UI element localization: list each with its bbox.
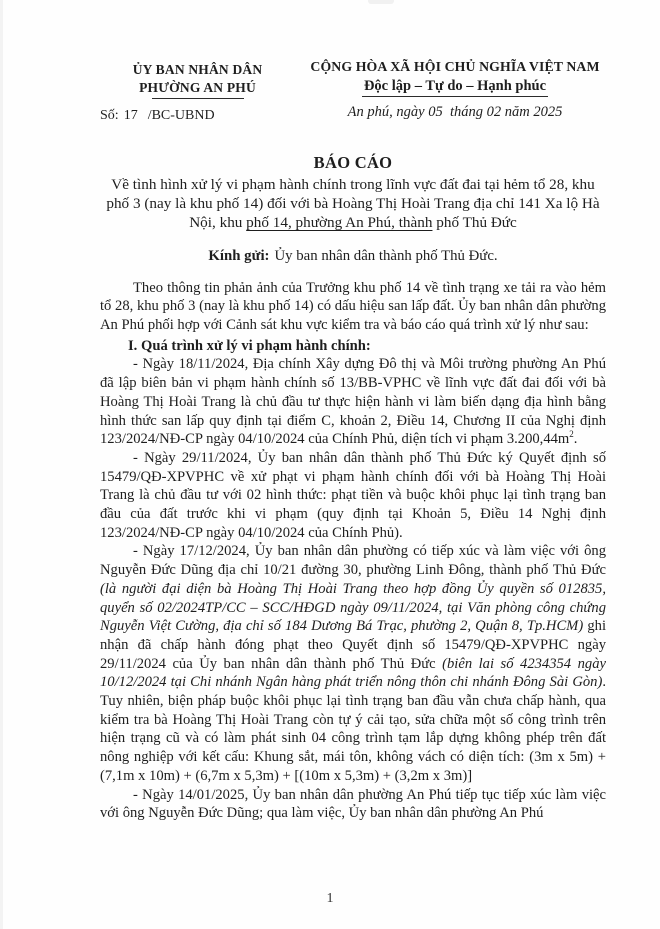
issuing-authority-line1: ỦY BAN NHÂN DÂN bbox=[132, 62, 263, 77]
paragraph bbox=[100, 355, 606, 449]
issuing-authority-block bbox=[100, 58, 295, 124]
text-segment: Theo thông tin phản ảnh của Trưởng khu phố 14 về tình trạng xe tải ra vào hẻm tổ 28, khu phố 3 (nay là khu phố 14) có dấu hiệu san lấp đất. Ủy ban nhân dân phường An Phú phối hợp với Cảnh sát khu vực kiểm tra và báo cáo quá trình xử lý như sau: bbox=[100, 279, 606, 334]
salutation-recipient: Ủy ban nhân dân thành phố Thủ Đức. bbox=[274, 247, 498, 264]
text-segment: I. Quá trình xử lý vi phạm hành chính: bbox=[128, 337, 371, 354]
text-segment: - Ngày 17/12/2024, Ủy ban nhân dân phường có tiếp xúc và làm việc với ông Nguyễn Đức Dũng địa chỉ 10/21 đường 30, phường Linh Đông, thành phố Thủ Đức bbox=[100, 543, 606, 579]
document-number-value: 17 bbox=[123, 108, 138, 123]
authority-underline bbox=[152, 98, 244, 99]
paragraph bbox=[100, 786, 606, 823]
text-segment: - Ngày 14/01/2025, Ủy ban nhân dân phường An Phú tiếp tục tiếp xúc làm việc với ông Nguyễn Đức Dũng; qua làm việc, Ủy ban nhân dân phường An Phú bbox=[100, 786, 606, 822]
national-header-block bbox=[304, 58, 606, 121]
text-segment: . bbox=[573, 431, 578, 448]
paragraph bbox=[100, 449, 606, 543]
text-segment: (biên lai số 4234354 ngày 10/12/2024 tại Chi nhánh Ngân hàng phát triển nông thôn chi nhánh Đông Sài Gòn) bbox=[100, 655, 606, 691]
text-segment: ghi nhận đã chấp hành đóng phạt theo Quyết định số 15479/QĐ-XPVPHC ngày 29/11/2024 của Ủy ban nhân dân thành phố Thủ Đức bbox=[100, 618, 606, 672]
document-title: BÁO CÁO bbox=[313, 153, 393, 172]
text-segment: (là người đại diện bà Hoàng Thị Hoài Trang theo hợp đồng Ủy quyền số 012835, quyển số 02/2024TP/CC – SCC/HĐGD ngày 09/11/2024, tại Văn phòng công chứng Nguyễn Việt Cường, địa chỉ số 184 Dương Bá Trạc, phường 2, Quận 8, Tp.HCM) bbox=[100, 580, 606, 635]
text-segment: phố Thủ Đức bbox=[432, 214, 517, 232]
text-segment: 2 bbox=[569, 429, 574, 440]
document-number-label: Số: bbox=[100, 108, 119, 123]
scan-artifact-top bbox=[368, 0, 394, 4]
national-motto-wrap bbox=[304, 77, 606, 97]
section-heading bbox=[100, 335, 606, 356]
paragraph bbox=[100, 279, 606, 335]
scan-artifact-left-edge bbox=[0, 0, 3, 929]
text-segment: . Tuy nhiên, biện pháp buộc khôi phục lại tình trạng ban đầu vẫn chưa chấp hành, qua kiểm tra bà Hoàng Thị Hoài Trang còn tự ý cải tạo, sửa chữa một số công trình trên hiện trạng cũ và có làm phát sinh 04 công trình tạm lắp dựng không phép trên đất nông nghiệp với kết cấu: Khung sắt, mái tôn, không vách có diện tích: (3m x 5m) + (7,1m x 10m) + (6,7m x 5,3m) + [(10m x 5,3m) + (3,2m x 3m)] bbox=[100, 674, 606, 784]
document-number-line bbox=[100, 108, 295, 124]
document-number-suffix: /BC-UBND bbox=[147, 108, 215, 123]
issuing-authority-line2: PHƯỜNG AN PHÚ bbox=[139, 79, 256, 95]
document-subtitle bbox=[100, 175, 606, 233]
text-segment: - Ngày 29/11/2024, Ủy ban nhân dân thành phố Thủ Đức ký Quyết định số 15479/QĐ-XPVPHC về xử phạt vi phạm hành chính đối với bà Hoàng Thị Hoài Trang là chủ đầu tư với 02 hình thức: phạt tiền và buộc khôi phục lại tình trạng ban đầu của đất trước khi vi phạm (quy định tại Khoản 5, Điều 14 Nghị định 123/2024/NĐ-CP ngày 04/10/2024 của Chính Phủ). bbox=[100, 449, 606, 541]
salutation-line bbox=[100, 248, 606, 265]
text-segment: - Ngày 18/11/2024, Địa chính Xây dựng Đô thị và Môi trường phường An Phú đã lập biên bản vi phạm hành chính số 13/BB-VPHC về lĩnh vực đất đai đối với bà Hoàng Thị Hoài Trang là chủ đầu tư thực hiện hành vi làm biến dạng địa hình bằng hình thức san lấp quy định tại điểm C, khoản 2, Điều 14, Chương II của Nghị định 123/2024/NĐ-CP ngày 04/10/2024 của Chính Phủ, diện tích vi phạm 3.200,44m bbox=[100, 356, 606, 448]
page-number: 1 bbox=[326, 891, 334, 906]
paragraph bbox=[100, 542, 606, 785]
national-name-line: CỘNG HÒA XÃ HỘI CHỦ NGHĨA VIỆT NAM bbox=[310, 59, 600, 74]
document-header bbox=[100, 58, 606, 124]
date-place-line: An phú, ngày 05 tháng 02 năm 2025 bbox=[347, 103, 563, 120]
national-motto-line: Độc lập – Tự do – Hạnh phúc bbox=[362, 77, 548, 97]
document-body bbox=[100, 279, 606, 823]
text-segment: phố 14, phường An Phú, thành bbox=[246, 214, 433, 232]
document-content bbox=[100, 58, 606, 823]
salutation-label: Kính gửi: bbox=[208, 247, 270, 264]
text-segment: Về tình hình xử lý vi phạm hành chính trong lĩnh vực đất đai tại hẻm tổ 28, khu phố 3 (nay là khu phố 14) đối với bà Hoàng Thị Hoài Trang địa chỉ 141 Xa lộ Hà Nội, khu bbox=[106, 176, 600, 232]
